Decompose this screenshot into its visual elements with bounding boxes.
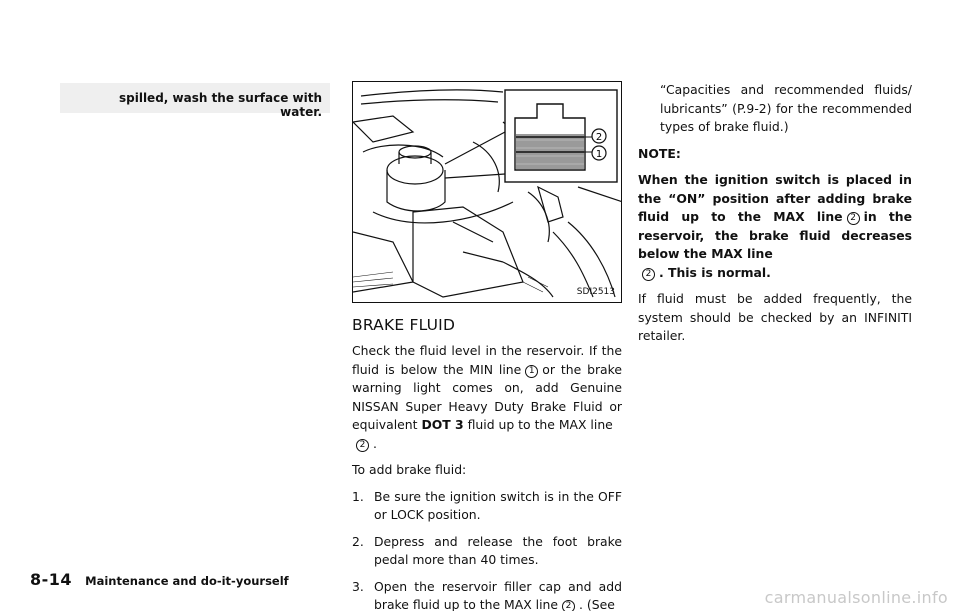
column-note (638, 81, 912, 354)
figure-code: SDI2513 (576, 287, 615, 297)
marker-max-icon: 2 (562, 600, 575, 611)
engine-bay-illustration (353, 82, 622, 303)
paragraph-frequent: If fluid must be added frequently, the system should be checked by an INFINITI retailer. (638, 291, 912, 343)
paragraph-to-add: To add brake fluid: (352, 462, 467, 477)
paragraph-check-level: Check the fluid level in the reservoir. If the fluid is below the MIN line 1 or the brake warning light comes on, add Genuine NISSAN Super Heavy Duty Brake Fluid or equivalent DOT 3 fluid up to the MAX line 2 . (352, 343, 623, 451)
marker-max-icon: 2 (356, 439, 369, 452)
warning-continuation-text: spilled, wash the surface with water. (118, 91, 322, 119)
list-item: 1. Be sure the ignition switch is in the OFF or LOCK position. (352, 488, 622, 522)
marker-max-icon: 2 (642, 268, 655, 281)
brake-reservoir-figure (352, 81, 622, 303)
list-item: 3. Open the reservoir filler cap and add brake fluid up to the MAX line 2 . (See (352, 578, 622, 611)
callout-max-label: 2 (595, 132, 603, 143)
section-title: Maintenance and do-it-yourself (85, 574, 289, 588)
marker-max-icon: 2 (847, 212, 860, 225)
page-footer (30, 570, 289, 589)
watermark: carmanualsonline.info (764, 588, 948, 607)
section-heading: BRAKE FLUID (352, 316, 456, 334)
list-item: 2. Depress and release the foot brake pedal more than 40 times. (352, 533, 622, 567)
column-brake-fluid (352, 313, 622, 611)
note-label: NOTE: (638, 145, 681, 161)
page-number: 8-14 (30, 570, 73, 589)
callout-min-label: 1 (595, 149, 603, 160)
note-text: When the ignition switch is placed in the “ON” position after adding brake fluid up to the MAX line 2 in the reservoir, the brake fluid decreases below the MAX line 2 . This is normal. (638, 172, 913, 280)
marker-min-icon: 1 (525, 365, 538, 378)
paragraph-continuation: “Capacities and recommended fluids/ lubricants” (P.9-2) for the recommended types of brake fluid.) (660, 82, 912, 134)
